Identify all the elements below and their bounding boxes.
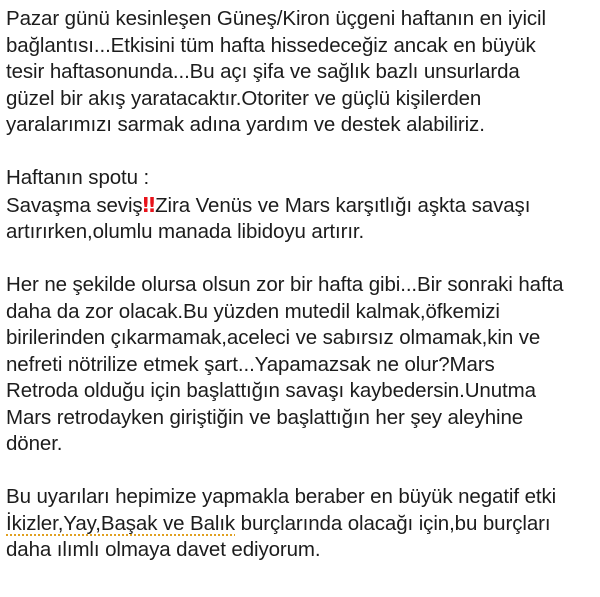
paragraph-spot bbox=[6, 165, 596, 246]
text-line: döner. bbox=[6, 432, 63, 455]
text-fragment: Savaşma seviş bbox=[6, 193, 143, 217]
text-line bbox=[6, 511, 596, 538]
text-line: nefreti nötrilize etmek şart...Yapamazsak ne olur?Mars bbox=[6, 352, 495, 376]
post-body bbox=[6, 6, 596, 590]
text-line: güzel bir akış yaratacaktır.Otoriter ve güçlü kişilerden bbox=[6, 86, 482, 110]
text-line: tesir haftasonunda...Bu açı şifa ve sağlık bazlı unsurlarda bbox=[6, 60, 520, 83]
text-line: daha da zor olacak.Bu yüzden mutedil kalmak,öfkemizi bbox=[6, 299, 500, 323]
text-fragment: burçlarında olacağı için,bu burçları bbox=[235, 511, 551, 535]
text-line: artırırken,olumlu manada libidoyu artırır. bbox=[6, 220, 365, 243]
text-line: Pazar günü kesinleşen Güneş/Kiron üçgeni haftanın en iyicil bbox=[6, 7, 546, 30]
text-line: bağlantısı...Etkisini tüm hafta hissedeceğiz ancak en büyük bbox=[6, 33, 536, 57]
zodiac-signs-highlight: İkizler,Yay,Başak ve Balık bbox=[6, 511, 236, 535]
text-line: Mars retrodayken giriştiğin ve başlattığın her şey aleyhine bbox=[6, 405, 524, 429]
paragraph-signs bbox=[6, 484, 596, 564]
double-exclamation-icon: ‼ bbox=[142, 192, 153, 217]
paragraph-intro bbox=[6, 6, 596, 139]
text-line: daha ılımlı olmaya davet ediyorum. bbox=[6, 538, 321, 561]
text-line bbox=[6, 192, 596, 220]
text-line: yaralarımızı sarmak adına yardım ve destek alabiliriz. bbox=[6, 113, 485, 136]
text-line: Her ne şekilde olursa olsun zor bir hafta gibi...Bir sonraki hafta bbox=[6, 273, 564, 296]
spot-heading: Haftanın spotu : bbox=[6, 166, 150, 189]
text-line: Bu uyarıları hepimize yapmakla beraber en büyük negatif etki bbox=[6, 485, 557, 508]
text-line: birilerinden çıkarmamak,aceleci ve sabırsız olmamak,kin ve bbox=[6, 326, 541, 349]
text-line: Retroda olduğu için başlattığın savaşı kaybedersin.Unutma bbox=[6, 379, 536, 402]
text-fragment: Zira Venüs ve Mars karşıtlığı aşkta savaşı bbox=[155, 193, 531, 217]
paragraph-warning bbox=[6, 272, 596, 458]
